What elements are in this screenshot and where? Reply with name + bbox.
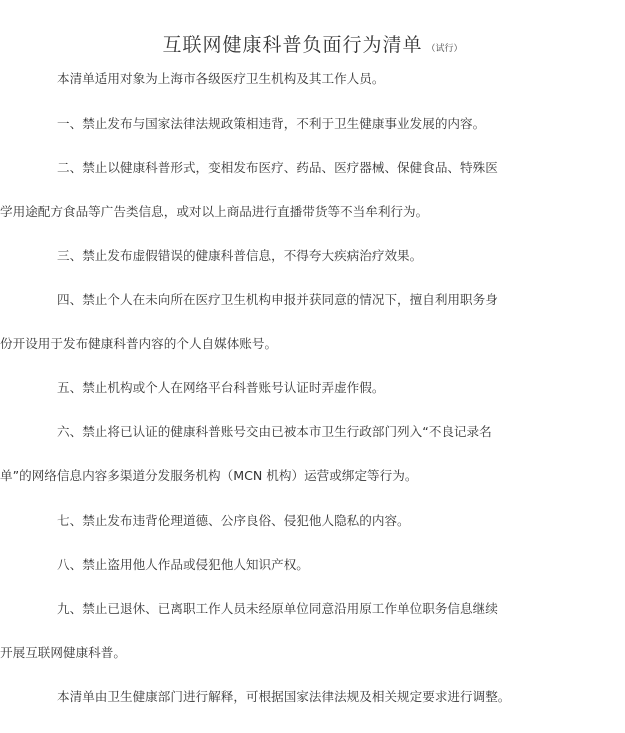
item-6-line-2: 单”的网络信息内容多渠道分发服务机构（MCN 机构）运营或绑定等行为。 — [0, 468, 418, 483]
item-1: 一、禁止发布与国家法律法规政策相违背，不利于卫生健康事业发展的内容。 — [57, 116, 486, 131]
paragraph-interpretation: 本清单由卫生健康部门进行解释，可根据国家法律法规及相关规定要求进行调整。 — [57, 689, 511, 704]
title-row — [0, 30, 625, 57]
item-3: 三、禁止发布虚假错误的健康科普信息，不得夸大疾病治疗效果。 — [57, 248, 423, 263]
item-9-line-2: 开展互联网健康科普。 — [0, 645, 126, 660]
paragraph-scope: 本清单适用对象为上海市各级医疗卫生机构及其工作人员。 — [57, 71, 385, 86]
item-4-line-2: 份开设用于发布健康科普内容的个人自媒体账号。 — [0, 336, 278, 351]
item-5: 五、禁止机构或个人在网络平台科普账号认证时弄虚作假。 — [57, 380, 385, 395]
item-8: 八、禁止盗用他人作品或侵犯他人知识产权。 — [57, 557, 309, 572]
page-title: 互联网健康科普负面行为清单 — [162, 34, 423, 56]
item-2-line-2: 学用途配方食品等广告类信息，或对以上商品进行直播带货等不当牟利行为。 — [0, 204, 429, 219]
item-2-line-1: 二、禁止以健康科普形式，变相发布医疗、药品、医疗器械、保健食品、特殊医 — [57, 160, 498, 175]
item-7: 七、禁止发布违背伦理道德、公序良俗、侵犯他人隐私的内容。 — [57, 513, 410, 528]
item-6-line-1: 六、禁止将已认证的健康科普账号交由已被本市卫生行政部门列入“不良记录名 — [57, 424, 492, 439]
title-note: （试行） — [426, 44, 463, 54]
item-4-line-1: 四、禁止个人在未向所在医疗卫生机构申报并获同意的情况下，擅自利用职务身 — [57, 292, 498, 307]
item-9-line-1: 九、禁止已退休、已离职工作人员未经原单位同意沿用原工作单位职务信息继续 — [57, 601, 498, 616]
